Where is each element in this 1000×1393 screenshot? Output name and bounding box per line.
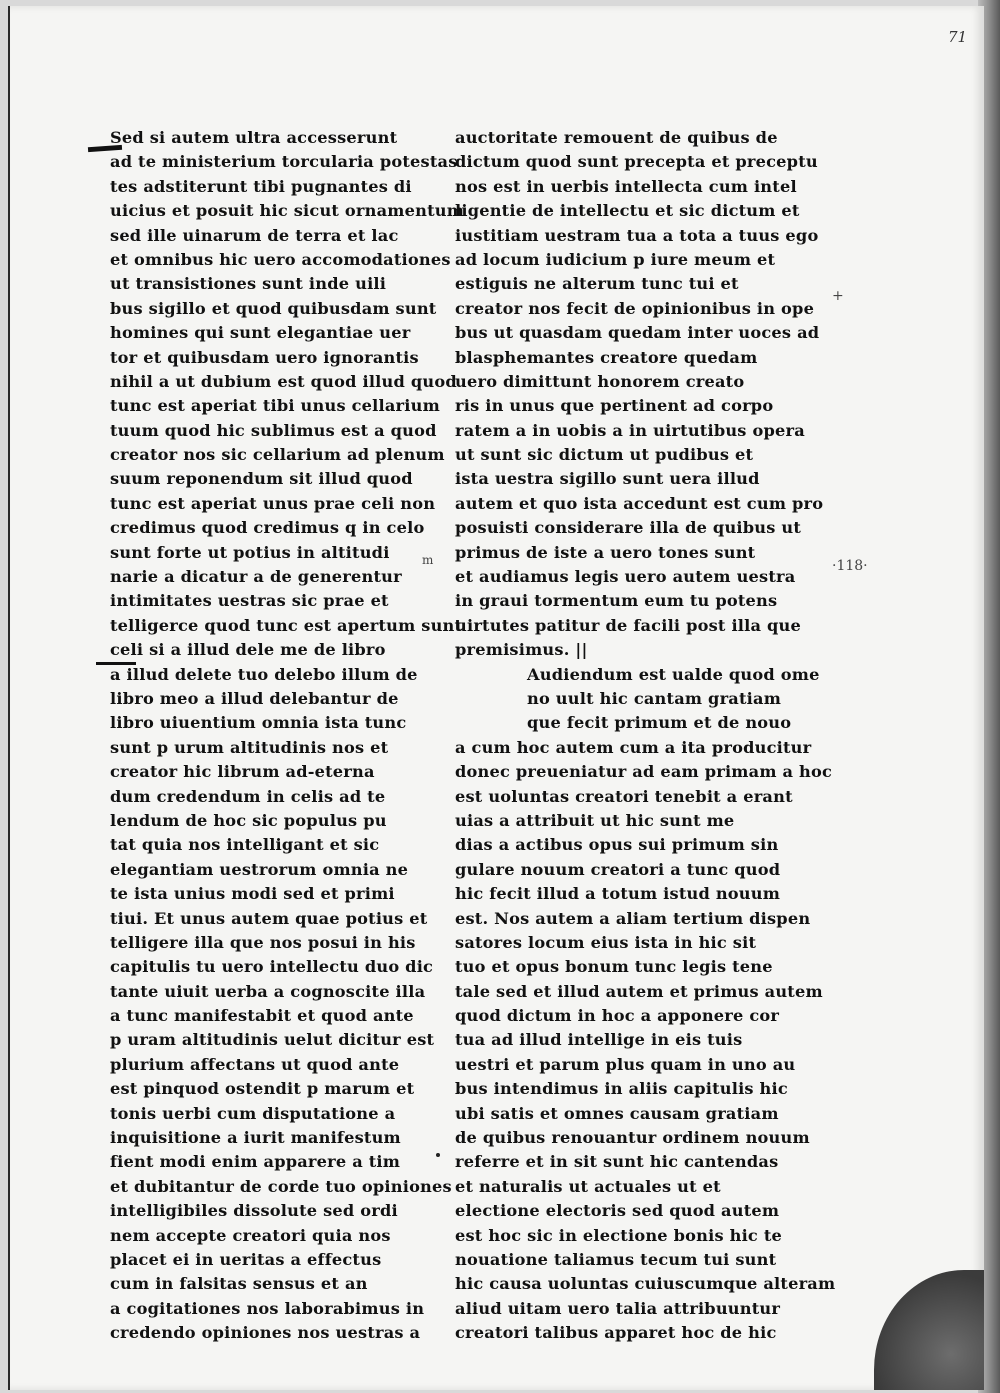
left-column-line: bus sigillo et quod quibusdam sunt — [110, 298, 437, 318]
left-column-line: a tunc manifestabit et quod ante — [110, 1006, 414, 1026]
right-column-line: auctoritate remouent de quibus de — [455, 128, 778, 147]
left-column-line: tunc est aperiat tibi unus cellarium — [110, 396, 440, 416]
right-column-line: est. Nos autem a aliam tertium dispen — [455, 908, 811, 928]
left-column-line: sunt forte ut potius in altitudi — [110, 542, 390, 562]
left-column-line: tat quia nos intelligant et sic — [110, 835, 380, 855]
left-column-line: inquisitione a iurit manifestum — [110, 1128, 401, 1148]
left-column-line: lendum de hoc sic populus pu — [110, 810, 387, 830]
right-column-line: ad locum iudicium p iure meum et — [455, 249, 776, 269]
left-column-line: intimitates uestras sic prae et — [110, 591, 389, 611]
right-text-column — [455, 126, 836, 1346]
left-column-line: plurium affectans ut quod ante — [110, 1054, 400, 1074]
right-column-line: in graui tormentum eum tu potens — [455, 591, 778, 611]
right-column-line: ubi satis et omnes causam gratiam — [455, 1103, 779, 1123]
left-column-line: ut transistiones sunt inde uili — [110, 274, 387, 294]
left-column-line: sed ille uinarum de terra et lac — [110, 225, 399, 245]
right-column-line: creatori talibus apparet hoc de hic — [455, 1323, 777, 1343]
left-column-line: credimus quod credimus q in celo — [110, 518, 425, 538]
right-column-line: aliud uitam uero talia attribuuntur — [455, 1298, 781, 1318]
margin-plus-note: + — [832, 288, 844, 304]
right-column-line: a cum hoc autem cum a ita producitur — [455, 737, 812, 757]
right-column-line: hic causa uoluntas cuiuscumque alteram — [455, 1274, 836, 1294]
left-column-line: intelligibiles dissolute sed ordi — [110, 1201, 398, 1221]
right-column-line: creator nos fecit de opinionibus in ope — [455, 298, 815, 318]
left-column-line: a illud delete tuo delebo illum de — [110, 664, 418, 684]
left-column-line: credendo opiniones nos uestras a — [110, 1323, 421, 1343]
right-column-line: ut sunt sic dictum ut pudibus et — [455, 445, 754, 465]
left-column-line: tunc est aperiat unus prae celi non — [110, 493, 436, 513]
ink-dot — [436, 1153, 440, 1157]
right-column-line: ligentie de intellectu et sic dictum et — [455, 201, 800, 221]
right-column-line: nos est in uerbis intellecta cum intel — [455, 176, 797, 196]
left-column-line: a cogitationes nos laborabimus in — [110, 1298, 425, 1318]
left-column-line: placet ei in ueritas a effectus — [110, 1249, 382, 1269]
right-column-line: et naturalis ut actuales ut et — [455, 1176, 721, 1196]
right-column-line: ista uestra sigillo sunt uera illud — [455, 469, 760, 489]
left-column-line: celi si a illud dele me de libro — [110, 640, 386, 660]
right-column-line: satores locum eius ista in hic sit — [455, 932, 757, 952]
left-column-line: te ista unius modi sed et primi — [110, 884, 395, 904]
left-column-line: suum reponendum sit illud quod — [110, 469, 413, 489]
left-column-line: elegantiam uestrorum omnia ne — [110, 859, 409, 879]
right-column-line: ris in unus que pertinent ad corpo — [455, 396, 774, 416]
right-column-line: tale sed et illud autem et primus autem — [455, 981, 823, 1001]
folio-number: 71 — [948, 28, 968, 46]
left-text-column — [110, 126, 465, 1346]
right-column-line: estiguis ne alterum tunc tui et — [455, 274, 739, 294]
right-column-line: ratem a in uobis a in uirtutibus opera — [455, 420, 805, 440]
left-column-line: tor et quibusdam uero ignorantis — [110, 347, 419, 367]
left-column-line: telligerce quod tunc est apertum sunt — [110, 615, 463, 635]
left-column-line: telligere illa que nos posui in his — [110, 932, 416, 952]
left-column-line: creator hic librum ad-eterna — [110, 762, 375, 782]
left-column-line: nihil a ut dubium est quod illud quod — [110, 371, 457, 391]
right-column-line: quod dictum in hoc a apponere cor — [455, 1006, 780, 1026]
left-column-line: tonis uerbi cum disputatione a — [110, 1103, 396, 1123]
left-column-line: est pinquod ostendit p marum et — [110, 1079, 415, 1099]
right-column-line: electione electoris sed quod autem — [455, 1201, 780, 1221]
right-column-line: tuo et opus bonum tunc legis tene — [455, 957, 773, 977]
thumb-shadow — [874, 1270, 984, 1390]
right-column-line: iustitiam uestram tua a tota a tuus ego — [455, 225, 819, 245]
right-column-line: dictum quod sunt precepta et preceptu — [455, 152, 818, 172]
left-column-line: fient modi enim apparere a tim — [110, 1152, 401, 1172]
right-column-line: dias a actibus opus sui primum sin — [455, 835, 779, 855]
left-column-line: libro meo a illud delebantur de — [110, 688, 399, 708]
right-column-line: posuisti considerare illa de quibus ut — [455, 518, 802, 538]
right-column-line: est uoluntas creatori tenebit a erant — [455, 786, 793, 806]
right-column-line: no uult hic cantam gratiam — [527, 688, 782, 708]
left-column-line: tes adstiterunt tibi pugnantes di — [110, 176, 412, 196]
right-column-line: gulare nouum creatori a tunc quod — [455, 859, 781, 879]
right-column-line: primus de iste a uero tones sunt — [455, 542, 756, 562]
right-column-line: de quibus renouantur ordinem nouum — [455, 1128, 810, 1148]
right-column-line: et audiamus legis uero autem uestra — [455, 567, 796, 587]
left-column-line: dum credendum in celis ad te — [110, 786, 386, 806]
left-column-line: nem accepte creatori quia nos — [110, 1225, 391, 1245]
right-column-line: Audiendum est ualde quod ome — [527, 664, 820, 684]
left-column-line: et omnibus hic uero accomodationes — [110, 249, 451, 269]
right-column-line: premisimus. || — [455, 640, 588, 660]
left-column-line: creator nos sic cellarium ad plenum — [110, 445, 445, 465]
right-column-line: autem et quo ista accedunt est cum pro — [455, 493, 824, 513]
right-column-line: est hoc sic in electione bonis hic te — [455, 1225, 782, 1245]
right-column-line: que fecit primum et de nouo — [527, 713, 792, 733]
right-column-line: uero dimittunt honorem creato — [455, 371, 745, 391]
left-column-line: tante uiuit uerba a cognoscite illa — [110, 981, 426, 1001]
margin-small-mark: m — [422, 553, 434, 567]
left-column-line: tuum quod hic sublimus est a quod — [110, 420, 437, 440]
right-column-line: hic fecit illud a totum istud nouum — [455, 884, 781, 904]
left-column-line: uicius et posuit hic sicut ornamentum — [110, 201, 465, 221]
left-column-line: narie a dicatur a de generentur — [110, 567, 402, 587]
right-column-line: referre et in sit sunt hic cantendas — [455, 1152, 779, 1172]
left-column-line: ad te ministerium torcularia potestas — [110, 152, 458, 172]
left-column-line: tiui. Et unus autem quae potius et — [110, 908, 428, 928]
right-column-line: bus ut quasdam quedam inter uoces ad — [455, 323, 820, 343]
right-column-line: tua ad illud intellige in eis tuis — [455, 1030, 743, 1050]
left-column-line: homines qui sunt elegantiae uer — [110, 323, 411, 343]
left-column-line: p uram altitudinis uelut dicitur est — [110, 1030, 435, 1050]
left-column-line: sunt p urum altitudinis nos et — [110, 737, 389, 757]
right-column-line: donec preueniatur ad eam primam a hoc — [455, 762, 833, 782]
margin-count-note: ·118· — [832, 558, 868, 574]
right-column-line: uias a attribuit ut hic sunt me — [455, 810, 735, 830]
left-column-line: Sed si autem ultra accesserunt — [110, 128, 398, 147]
left-column-line: et dubitantur de corde tuo opiniones — [110, 1176, 452, 1196]
left-column-line: cum in falsitas sensus et an — [110, 1274, 368, 1294]
right-column-line: nouatione taliamus tecum tui sunt — [455, 1249, 777, 1269]
right-column-line: bus intendimus in aliis capitulis hic — [455, 1079, 788, 1099]
right-column-line: uestri et parum plus quam in uno au — [455, 1054, 796, 1074]
left-column-line: capitulis tu uero intellectu duo dic — [110, 957, 434, 977]
right-column-line: uirtutes patitur de facili post illa que — [455, 615, 802, 635]
left-column-line: libro uiuentium omnia ista tunc — [110, 713, 407, 733]
right-column-line: blasphemantes creatore quedam — [455, 347, 758, 367]
